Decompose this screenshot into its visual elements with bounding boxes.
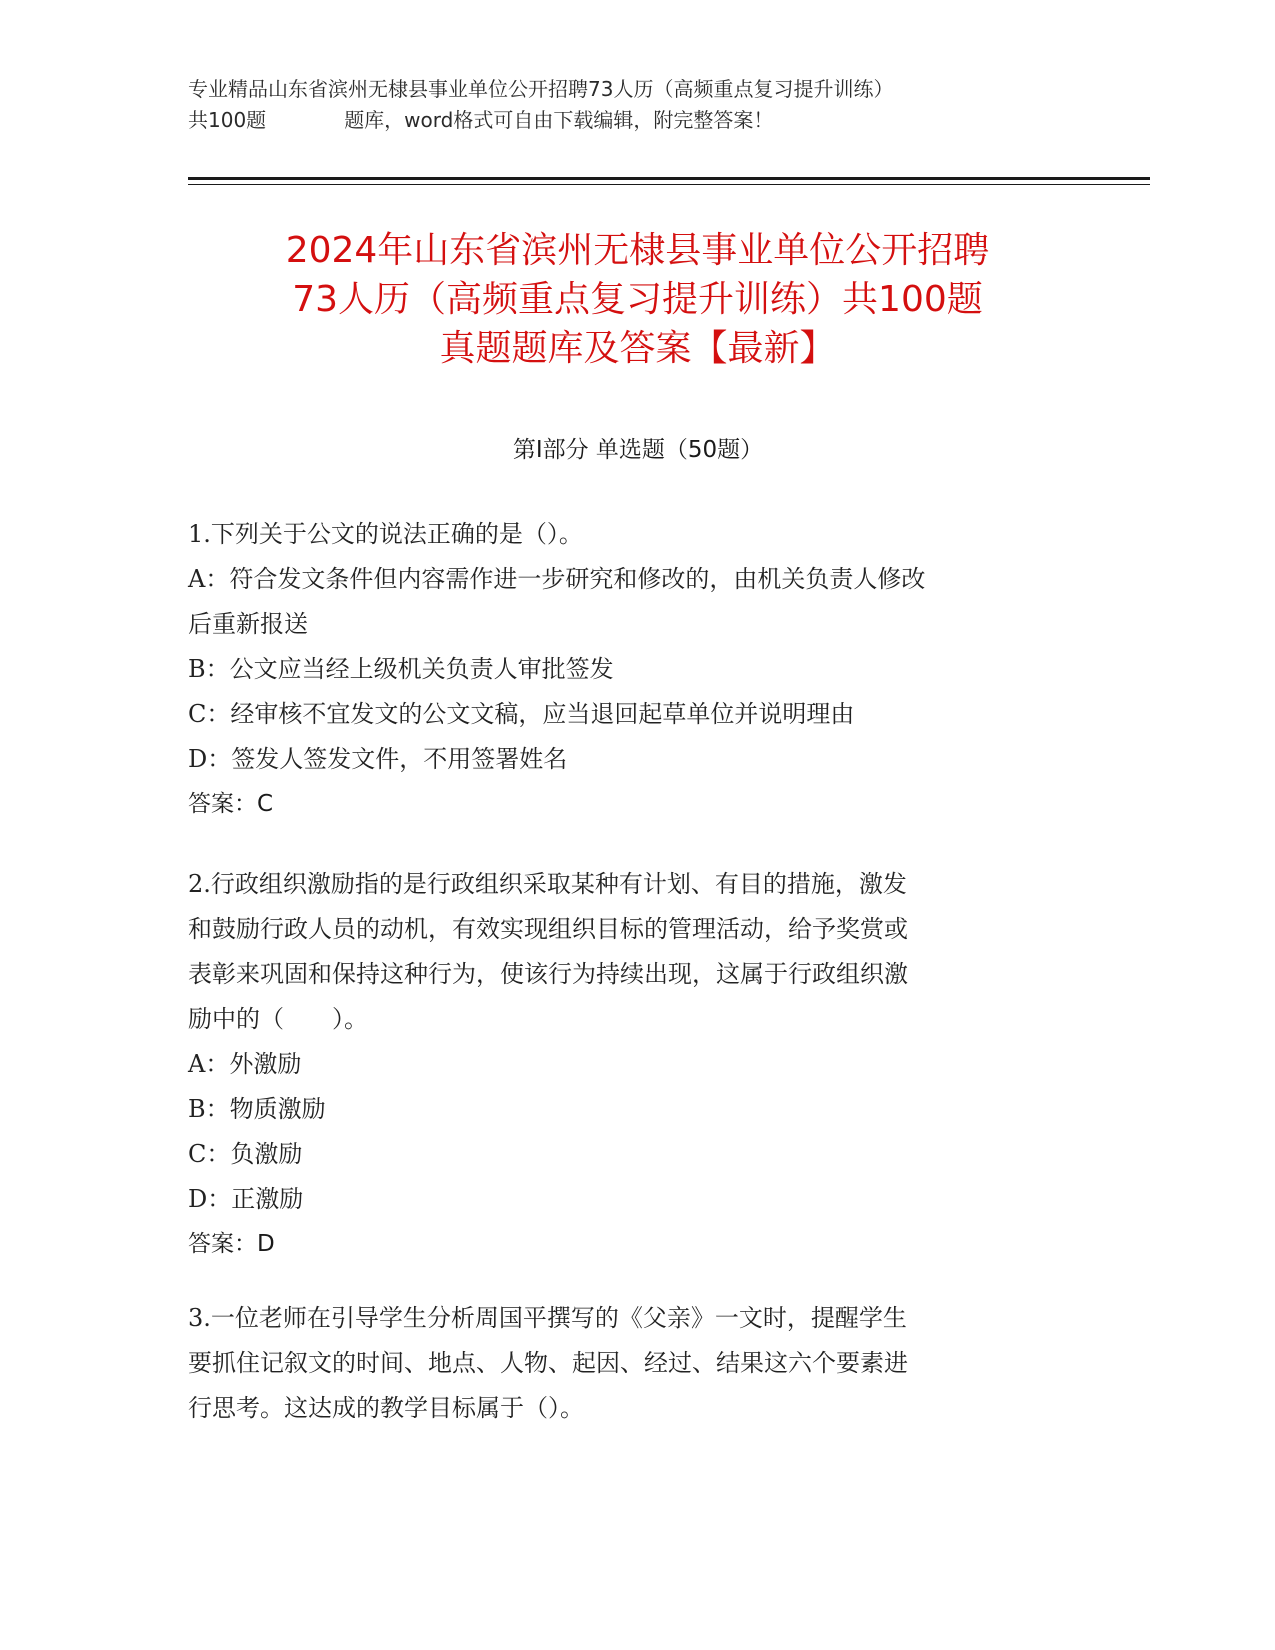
question-stem-line: 2.行政组织激励指的是行政组织采取某种有计划、有目的措施，激发	[188, 870, 907, 898]
option-d: D：正激励	[188, 1185, 304, 1213]
header-line-2-left: 共100题	[188, 108, 267, 132]
section-title: 第Ⅰ部分 单选题（50题）	[512, 437, 764, 463]
header-line-2	[188, 105, 1088, 136]
header-divider-thin	[188, 184, 1150, 185]
header-divider-thick	[188, 177, 1150, 180]
header-line-2-right: 题库，word格式可自由下载编辑，附完整答案！	[344, 108, 774, 132]
question-stem-line: 和鼓励行政人员的动机，有效实现组织目标的管理活动，给予奖赏或	[188, 915, 908, 943]
option-b: B：公文应当经上级机关负责人审批签发	[188, 655, 614, 683]
option-c: C：负激励	[188, 1140, 303, 1168]
answer: 答案：D	[188, 1231, 275, 1257]
document-title	[150, 226, 1125, 373]
answer: 答案：C	[188, 791, 274, 817]
header-line-1: 专业精品山东省滨州无棣县事业单位公开招聘73人历（高频重点复习提升训练）	[188, 77, 894, 101]
title-line-2: 73人历（高频重点复习提升训练）共100题	[292, 279, 983, 320]
question-stem-line: 1.下列关于公文的说法正确的是（）。	[188, 520, 583, 548]
document-header	[188, 74, 1088, 136]
question-2	[188, 862, 1068, 1267]
option-a: A：符合发文条件但内容需作进一步研究和修改的，由机关负责人修改	[188, 565, 926, 593]
title-line-3: 真题题库及答案【最新】	[439, 328, 836, 369]
question-stem-line: 励中的（ ）。	[188, 1005, 368, 1033]
option-c: C：经审核不宜发文的公文文稿，应当退回起草单位并说明理由	[188, 700, 855, 728]
question-stem-line: 要抓住记叙文的时间、地点、人物、起因、经过、结果这六个要素进	[188, 1349, 908, 1377]
option-a-continued: 后重新报送	[188, 610, 308, 638]
option-a: A：外激励	[188, 1050, 302, 1078]
option-b: B：物质激励	[188, 1095, 326, 1123]
question-stem-line: 行思考。这达成的教学目标属于（）。	[188, 1394, 584, 1422]
option-d: D：签发人签发文件，不用签署姓名	[188, 745, 568, 773]
question-1	[188, 512, 1068, 827]
question-3	[188, 1296, 1068, 1431]
question-stem-line: 表彰来巩固和保持这种行为，使该行为持续出现，这属于行政组织激	[188, 960, 908, 988]
title-line-1: 2024年山东省滨州无棣县事业单位公开招聘	[285, 230, 990, 271]
question-stem-line: 3.一位老师在引导学生分析周国平撰写的《父亲》一文时，提醒学生	[188, 1304, 907, 1332]
